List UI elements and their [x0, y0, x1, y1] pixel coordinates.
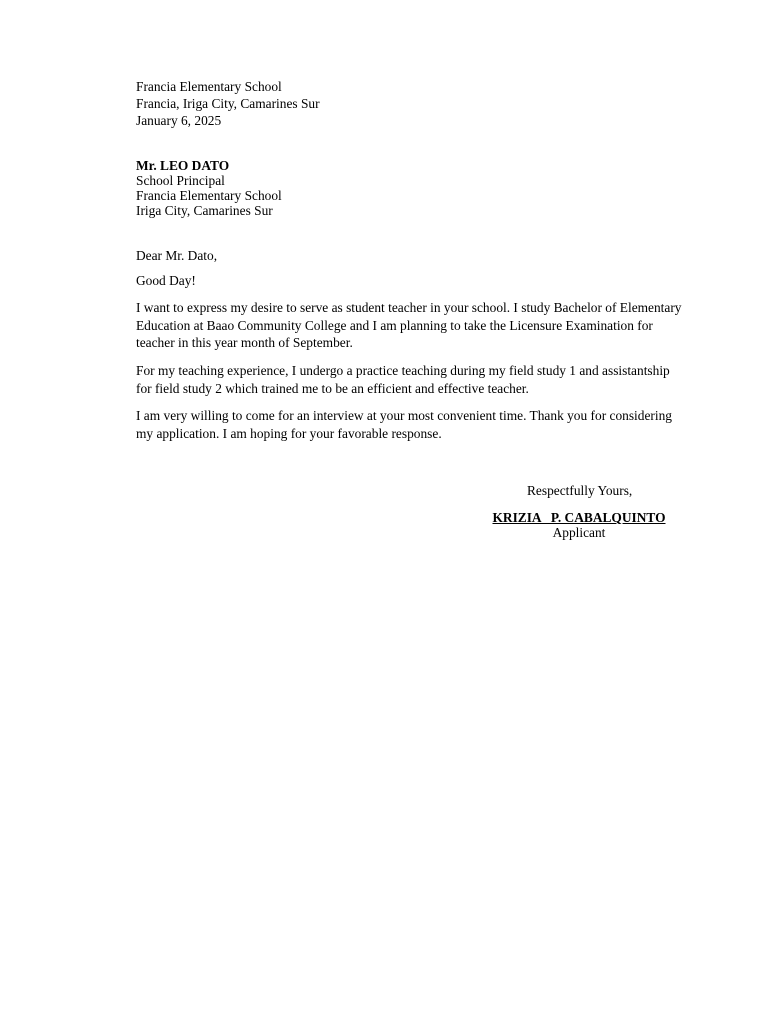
recipient-address-block: [136, 158, 684, 218]
recipient-address: Iriga City, Camarines Sur: [136, 203, 273, 218]
sender-school: Francia Elementary School: [136, 79, 282, 94]
signatory-title: Applicant: [552, 525, 606, 540]
letter-date: January 6, 2025: [136, 113, 222, 128]
recipient-school: Francia Elementary School: [136, 188, 282, 203]
signatory-name: KRIZIA P. CABALQUINTO: [492, 510, 666, 525]
body-paragraph-2: For my teaching experience, I undergo a practice teaching during my field study 1 and assistantship for field study 2 which trained me to be an efficient and effective teacher.: [136, 363, 670, 396]
greeting: Good Day!: [136, 273, 196, 288]
body-paragraph-3: I am very willing to come for an interview at your most convenient time. Thank you for considering my application. I am hoping for your favorable response.: [136, 408, 672, 441]
signature-block: [470, 510, 688, 540]
sender-address-block: [136, 78, 684, 129]
recipient-name: Mr. LEO DATO: [136, 158, 230, 173]
recipient-position: School Principal: [136, 173, 225, 188]
sender-address: Francia, Iriga City, Camarines Sur: [136, 96, 320, 111]
closing: Respectfully Yours,: [527, 483, 633, 498]
body-paragraph-1: I want to express my desire to serve as student teacher in your school. I study Bachelor of Elementary Education at Baao Community College and I am planning to take the Licensure Examination for teacher in this year month of September.: [136, 300, 682, 350]
salutation: Dear Mr. Dato,: [136, 248, 218, 263]
